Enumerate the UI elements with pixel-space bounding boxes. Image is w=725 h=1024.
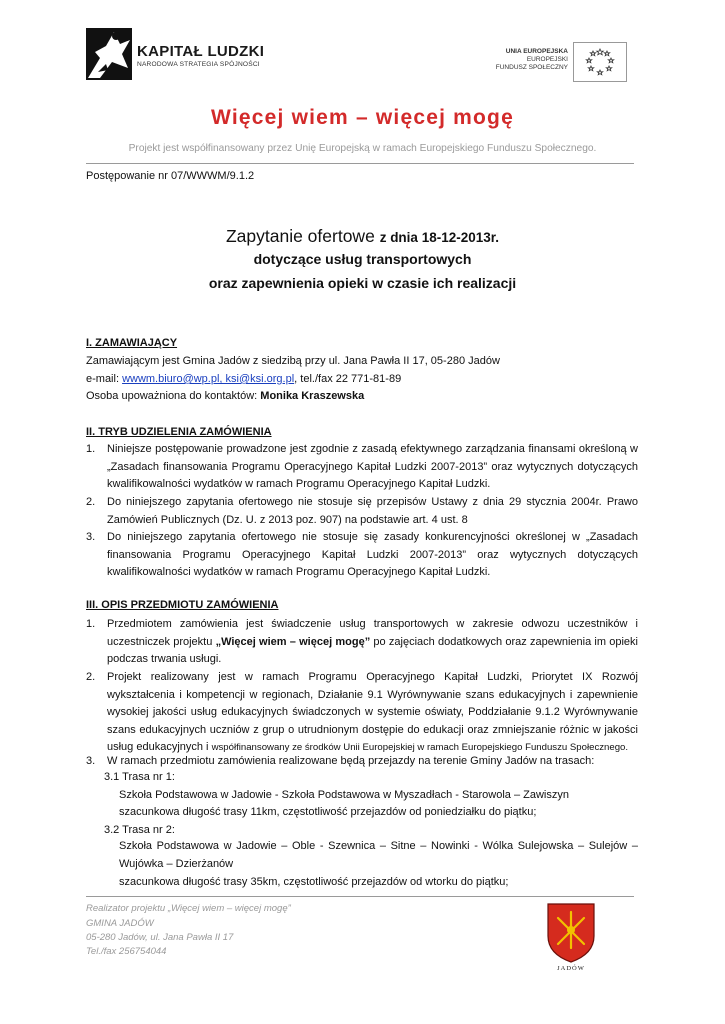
- crest-label: JADÓW: [557, 965, 585, 972]
- section-1-heading: I. ZAMAWIAJĄCY: [86, 337, 178, 349]
- eu-logo-text: [488, 48, 568, 73]
- header-divider: [86, 163, 634, 164]
- project-title: Więcej wiem – więcej mogę: [211, 106, 514, 129]
- document-subtitle-1: dotyczące usług transportowych: [253, 251, 472, 267]
- contact-label: Osoba upoważniona do kontaktów:: [86, 390, 261, 402]
- list-item-number: 3.: [86, 531, 96, 543]
- list-item-text: Niniejsze postępowanie prowadzone jest zgodnie z zasadą efektywnego zarządzania finansami określoną w „Zasadach finansowania Programu Operacyjnego Kapitał Ludzki 2007-2013” oraz wytycznych dotyczących kwalifikowalności wydatków w ramach Programu Operacyjnego Kapitał Ludzki.: [107, 443, 638, 491]
- footer-line-1: Realizator projektu „Więcej wiem – więcej mogę”: [86, 903, 291, 914]
- list-item-text: W ramach przedmiotu zamówienia realizowane będą przejazdy na terenie Gminy Jadów na trasach:: [107, 755, 595, 767]
- list-item-text: [107, 669, 638, 757]
- project-name-bold: „Więcej wiem – więcej mogę”: [215, 635, 371, 648]
- eu-flag-icon: [573, 42, 627, 82]
- footer-line-3: 05-280 Jadów, ul. Jana Pawła II 17: [86, 932, 234, 943]
- list-item: [86, 669, 638, 757]
- list-item: [86, 753, 638, 771]
- procedure-number: Postępowanie nr 07/WWWM/9.1.2: [86, 170, 255, 182]
- eu-line3: FUNDUSZ SPOŁECZNY: [495, 64, 568, 72]
- eu-line2: EUROPEJSKI: [526, 56, 568, 64]
- eu-line1: UNIA EUROPEJSKA: [505, 48, 568, 55]
- email-link[interactable]: wwwm.biuro@wp.pl, ksi@ksi.org.pl: [122, 373, 295, 385]
- item2-text: Projekt realizowany jest w ramach Programu Operacyjnego Kapitał Ludzki, Priorytet IX Rozwój wykształcenia i kompetencji w regionach, Działanie 9.1 Wyrównywanie szans edukacyjnych i zapewnienie wysokiej jakości usług edukacyjnych świadczonych w systemie oświaty, Poddziałanie 9.1.2 Wyrównywanie szans edukacyjnych uczniów z grup o utrudnionym dostępie do edukacji oraz zmniejszanie różnic w jakości usług edukacyjnych i: [107, 671, 638, 754]
- kapital-ludzki-subtitle: NARODOWA STRATEGIA SPÓJNOŚCI: [137, 61, 260, 68]
- route-1-path: Szkoła Podstawowa w Jadowie - Szkoła Podstawowa w Myszadłach - Starowola – Zawiszyn: [119, 789, 569, 801]
- list-item: [86, 441, 638, 494]
- route-2-path: Szkoła Podstawowa w Jadowie – Oble - Szewnica – Sitne – Nowinki - Wólka Sulejowska – Sulejów – Wujówka – Dzierżanów: [119, 840, 638, 870]
- item2-text-small: współfinansowany ze środków Unii Europejskiej w ramach Europejskiego Funduszu Społecznego.: [211, 742, 629, 754]
- item1-text-after: po zajęciach dodatkowych oraz zapewnienia im opieki podczas trwania usługi.: [107, 635, 638, 666]
- route-2-label: 3.2 Trasa nr 2:: [104, 824, 175, 836]
- project-subtitle: Projekt jest współfinansowany przez Unię Europejską w ramach Europejskiego Funduszu Społecznego.: [128, 143, 597, 154]
- list-item: [86, 529, 638, 582]
- section-2-heading: II. TRYB UDZIELENIA ZAMÓWIENIA: [86, 426, 272, 438]
- phone-text: , tel./fax 22 771-81-89: [294, 373, 402, 385]
- list-item-number: 2.: [86, 496, 96, 508]
- orderer-contact-line: [86, 373, 401, 385]
- footer-divider: [86, 896, 634, 897]
- list-item-number: 2.: [86, 671, 96, 683]
- kapital-ludzki-logo-icon: [86, 28, 132, 80]
- list-item-number: 1.: [86, 443, 96, 455]
- list-item: [86, 616, 638, 669]
- list-item-number: 3.: [86, 755, 96, 767]
- document-title-main: Zapytanie ofertowe: [225, 226, 375, 246]
- kapital-ludzki-title: KAPITAŁ LUDZKI: [137, 43, 265, 60]
- orderer-address: Zamawiającym jest Gmina Jadów z siedzibą przy ul. Jana Pawła II 17, 05-280 Jadów: [86, 355, 500, 367]
- document-title-date: z dnia 18-12-2013r.: [379, 230, 500, 245]
- document-title: [0, 226, 725, 247]
- list-item-text: Do niniejszego zapytania ofertowego nie stosuje się zasady konkurencyjności określonej w „Zasadach finansowania Programu Operacyjnego Kapitał Ludzki 2007-2013” oraz wytycznych dotyczących kwalifikowalności wydatków w ramach Programu Operacyjnego Kapitał Ludzki.: [107, 531, 638, 579]
- route-2-info: szacunkowa długość trasy 35km, częstotliwość przejazdów od wtorku do piątku;: [119, 876, 509, 888]
- footer-line-2: GMINA JADÓW: [86, 918, 154, 929]
- list-item-number: 1.: [86, 618, 96, 630]
- section-3-heading: III. OPIS PRZEDMIOTU ZAMÓWIENIA: [86, 599, 279, 611]
- jadow-crest-icon: [546, 902, 596, 964]
- document-subtitle-2: oraz zapewnienia opieki w czasie ich realizacji: [208, 275, 517, 291]
- route-1-label: 3.1 Trasa nr 1:: [104, 771, 175, 783]
- contact-person-line: [86, 390, 364, 402]
- list-item-text: [107, 616, 638, 669]
- contact-name: Monika Kraszewska: [260, 390, 365, 402]
- list-item: [86, 494, 638, 529]
- route-1-info: szacunkowa długość trasy 11km, częstotliwość przejazdów od poniedziałku do piątku;: [119, 806, 537, 818]
- item1-text-before: Przedmiotem zamówienia jest świadczenie usług transportowych w zakresie odwozu uczestników i uczestniczek projektu: [107, 618, 638, 648]
- footer-line-4: Tel./fax 256754044: [86, 946, 167, 957]
- email-label: e-mail:: [86, 373, 123, 385]
- list-item-text: Do niniejszego zapytania ofertowego nie stosuje się przepisów Ustawy z dnia 29 stycznia 2004r. Prawo Zamówień Publicznych (Dz. U. z 2013 poz. 907) na podstawie art. 4 ust. 8: [107, 496, 638, 526]
